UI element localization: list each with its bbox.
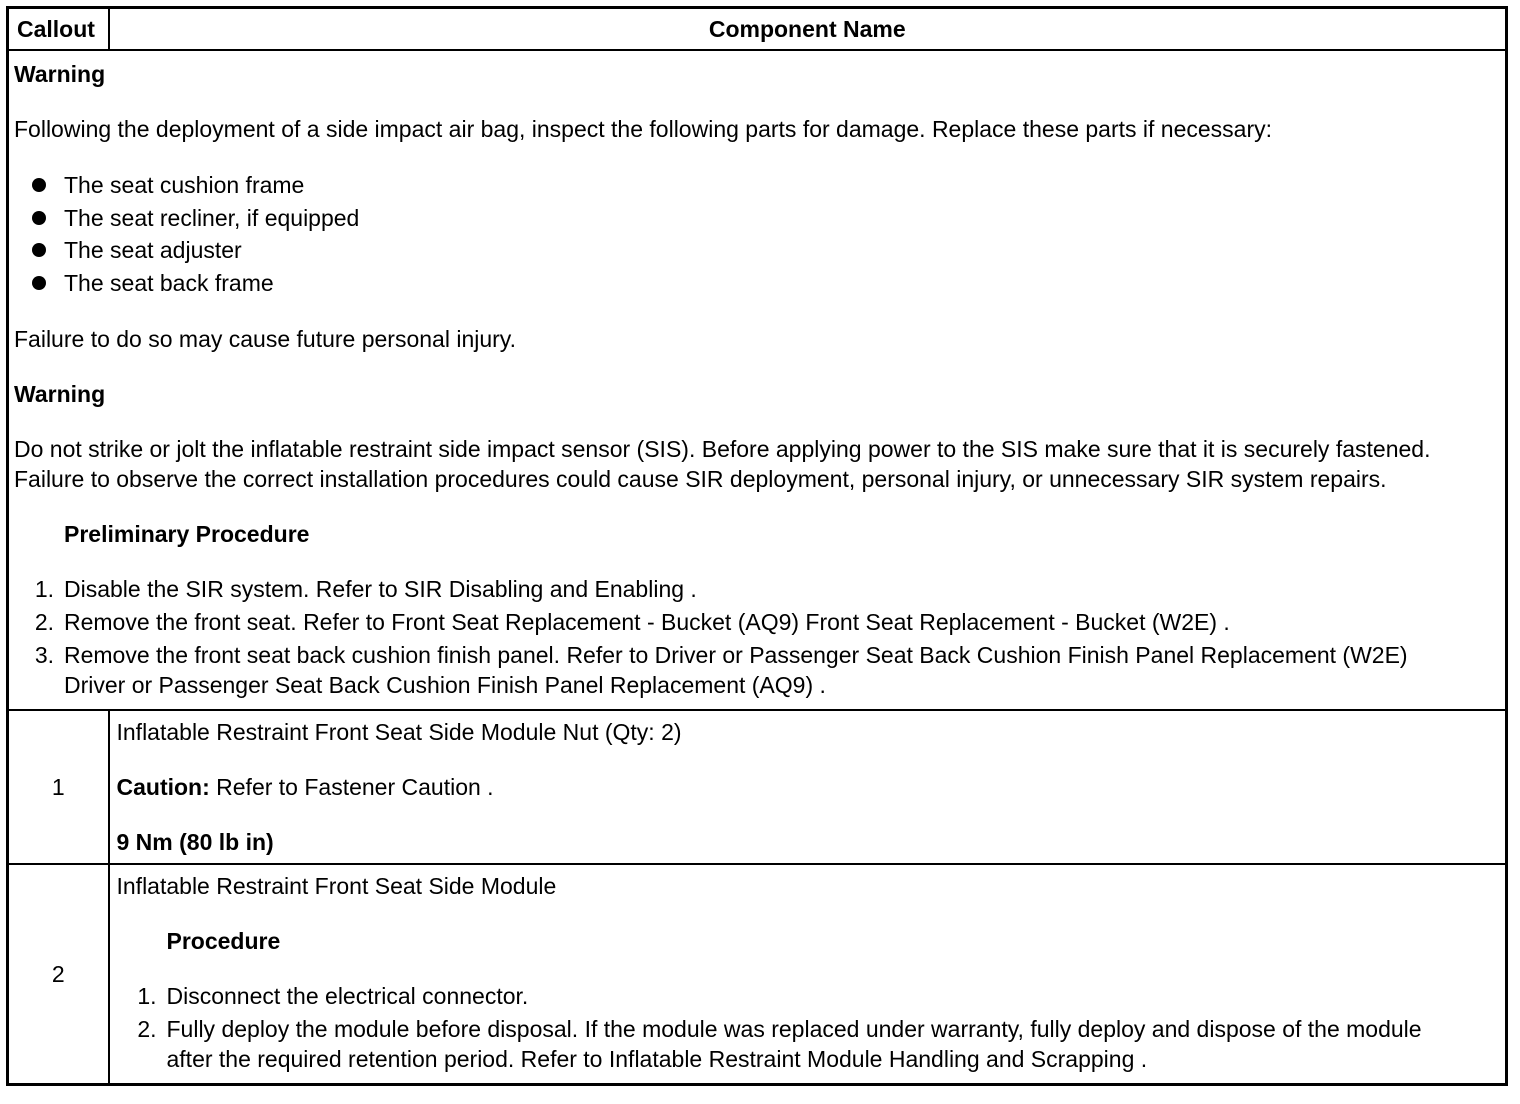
- step-number: 2.: [137, 1016, 157, 1042]
- warning-1-outro: Failure to do so may cause future personal injury.: [14, 326, 516, 352]
- component-cell: [109, 710, 1507, 864]
- step-text: Remove the front seat. Refer to Front Seat Replacement - Bucket (AQ9) Front Seat Replacement - Bucket (W2E) .: [64, 609, 1230, 635]
- preliminary-steps: [14, 574, 1465, 700]
- caution-text: Refer to Fastener Caution .: [209, 774, 494, 800]
- list-item: [14, 234, 1465, 267]
- step-number: 3.: [34, 642, 54, 668]
- list-item: [14, 202, 1465, 235]
- preliminary-procedure-title: Preliminary Procedure: [64, 521, 310, 547]
- list-item: [14, 607, 1465, 637]
- step-number: 1.: [137, 983, 157, 1009]
- inspection-parts-list: [14, 169, 1465, 299]
- list-item: [14, 267, 1465, 300]
- list-item: [14, 169, 1465, 202]
- list-item: [14, 574, 1465, 604]
- component-name: Inflatable Restraint Front Seat Side Module: [116, 873, 557, 899]
- header-callout: Callout: [8, 8, 109, 51]
- table-row: [8, 710, 1507, 864]
- warning-2-title: Warning: [14, 381, 106, 407]
- step-text: Disable the SIR system. Refer to SIR Disabling and Enabling .: [64, 576, 697, 602]
- caution-label: Caution:: [116, 774, 210, 800]
- bullet-icon: [32, 178, 46, 192]
- warning-2-text: Do not strike or jolt the inflatable restraint side impact sensor (SIS). Before applying power to the SIS make sure that it is securely fastened. Failure to observe the correct installation procedures could cause SIR deployment, personal injury, or unnecessary SIR system repairs.: [14, 436, 1431, 492]
- component-table: [6, 6, 1508, 1086]
- callout-number: 1: [8, 710, 109, 864]
- header-component-name: Component Name: [109, 8, 1507, 51]
- list-item: [14, 640, 1465, 700]
- bullet-icon: [32, 243, 46, 257]
- list-item: [117, 981, 1466, 1011]
- warnings-row: [8, 50, 1507, 710]
- component-name: Inflatable Restraint Front Seat Side Module Nut (Qty: 2): [116, 719, 682, 745]
- warning-1-title: Warning: [14, 61, 106, 87]
- procedure-steps: [117, 981, 1466, 1074]
- list-item-text: The seat adjuster: [64, 237, 242, 263]
- list-item: [117, 1014, 1466, 1074]
- torque-spec: 9 Nm (80 lb in): [116, 829, 274, 855]
- step-number: 2.: [34, 609, 54, 635]
- step-text: Disconnect the electrical connector.: [166, 983, 529, 1009]
- warning-1-intro: Following the deployment of a side impact air bag, inspect the following parts for damage. Replace these parts if necessary:: [14, 116, 1273, 142]
- table-row: [8, 864, 1507, 1085]
- list-item-text: The seat cushion frame: [64, 172, 305, 198]
- component-cell: [109, 864, 1507, 1085]
- bullet-icon: [32, 276, 46, 290]
- step-text: Fully deploy the module before disposal. If the module was replaced under warranty, fully deploy and dispose of the module after the required retention period. Refer to Inflatable Restraint Module Handling and Scrapping .: [166, 1016, 1422, 1072]
- bullet-icon: [32, 211, 46, 225]
- step-text: Remove the front seat back cushion finish panel. Refer to Driver or Passenger Seat Back Cushion Finish Panel Replacement (W2E) Driver or Passenger Seat Back Cushion Finish Panel Replacement (AQ9) .: [64, 642, 1408, 698]
- list-item-text: The seat recliner, if equipped: [64, 204, 360, 231]
- list-item-text: The seat back frame: [64, 269, 274, 296]
- warnings-cell: [8, 50, 1507, 710]
- caution-line: [117, 772, 1466, 802]
- procedure-title: Procedure: [166, 928, 281, 954]
- table-header-row: [8, 8, 1507, 51]
- callout-number: 2: [8, 864, 109, 1085]
- step-number: 1.: [34, 576, 54, 602]
